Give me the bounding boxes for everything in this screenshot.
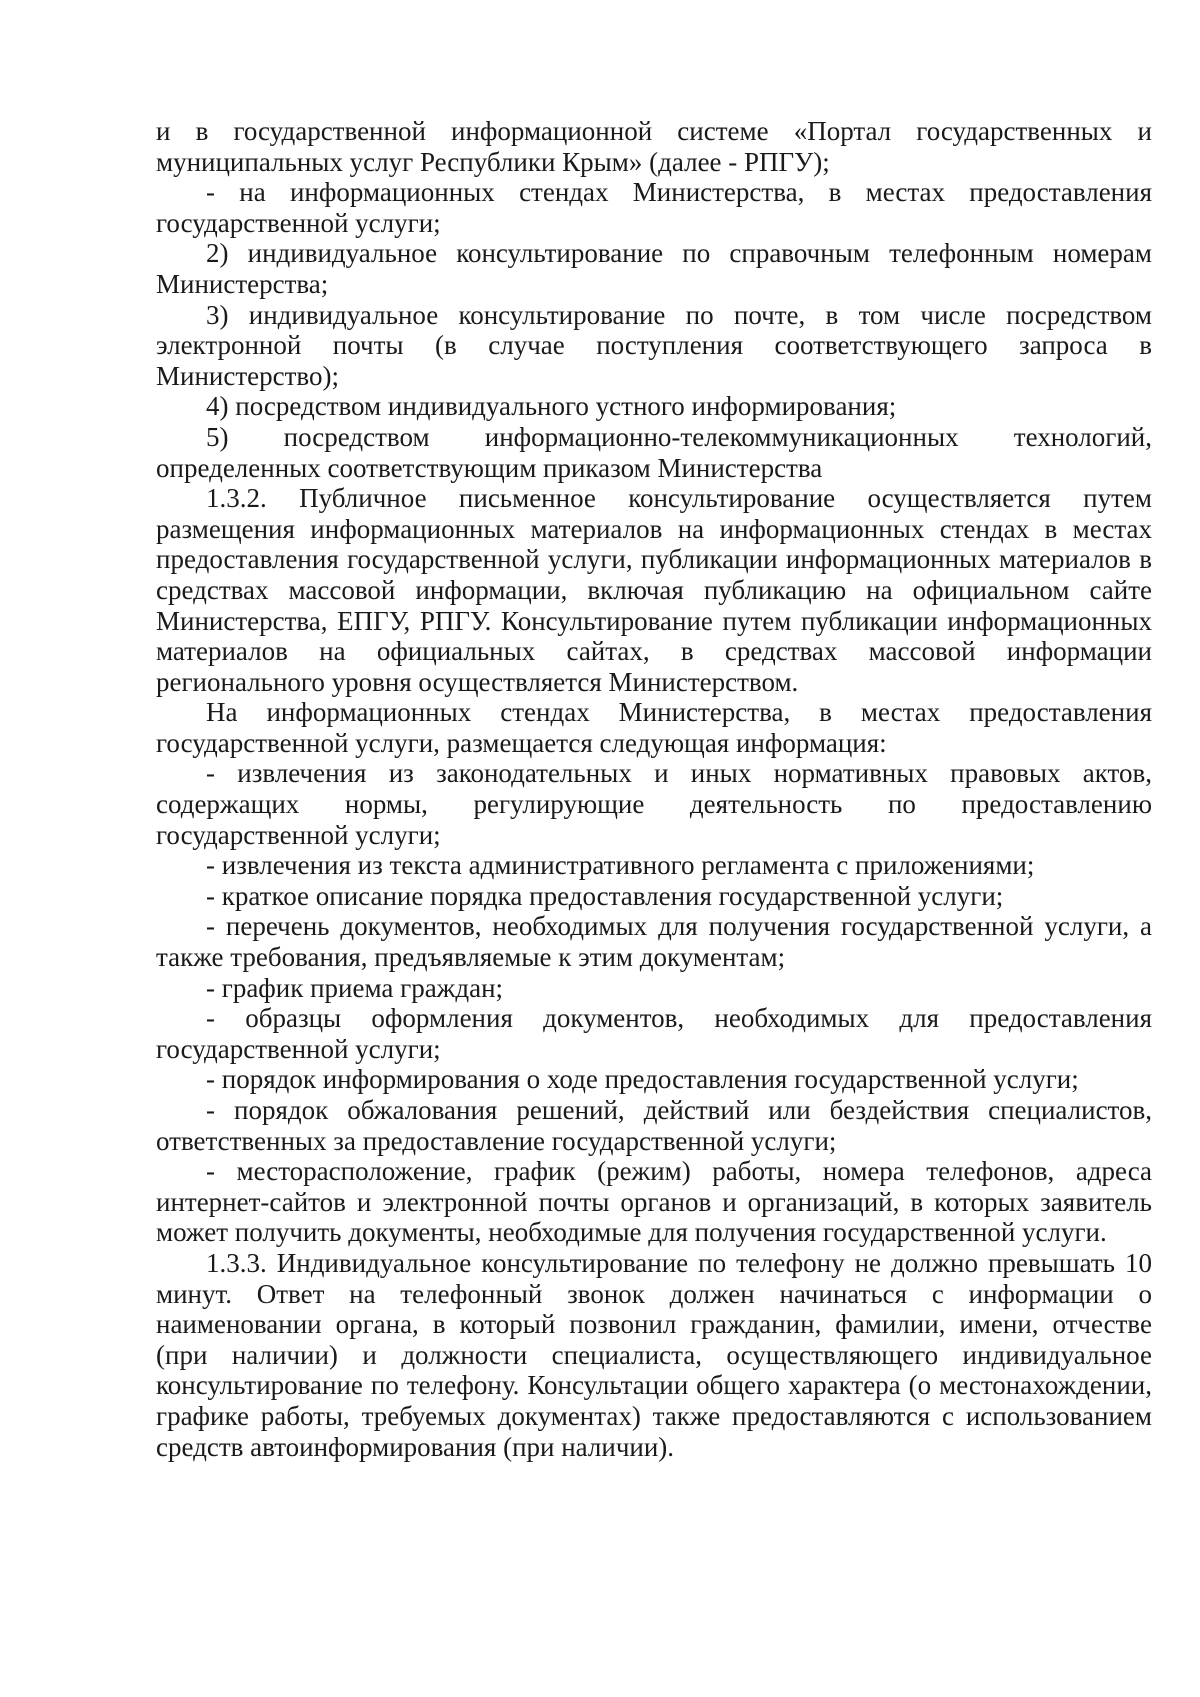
paragraph-1: и в государственной информационной системе «Портал государственных и муниципальных услуг Республики Крым» (далее - РПГУ);: [156, 116, 1152, 177]
paragraph-18: 1.3.3. Индивидуальное консультирование по телефону не должно превышать 10 минут. Ответ на телефонный звонок должен начинаться с информации о наименовании органа, в который позвонил гражданин, фамилии, имени, отчестве (при наличии) и должности специалиста, осуществляющего индивидуальное консультирование по телефону. Консультации общего характера (о местонахождении, графике работы, требуемых документах) также предоставляются с использованием средств автоинформирования (при наличии).: [156, 1247, 1152, 1462]
paragraph-6: 5) посредством информационно-телекоммуникационных технологий, определенных соответствующим приказом Министерства: [156, 421, 1152, 483]
paragraph-16: - порядок обжалования решений, действий или бездействия специалистов, ответственных за предоставление государственной услуги;: [156, 1095, 1152, 1156]
paragraph-5: 4) посредством индивидуального устного информирования;: [206, 391, 897, 422]
paragraph-17: - месторасположение, график (режим) работы, номера телефонов, адреса интернет-сайтов и электронной почты органов и организаций, в которых заявитель может получить документы, необходимые для получения государственной услуги.: [156, 1156, 1152, 1248]
paragraph-7: 1.3.2. Публичное письменное консультирование осуществляется путем размещения информационных материалов на информационных стендах в местах предоставления государственной услуги, публикации информационных материалов в средствах массовой информации, включая публикацию на официальном сайте Министерства, ЕПГУ, РПГУ. Консультирование путем публикации информационных материалов на официальных сайтах, в средствах массовой информации регионального уровня осуществляется Министерством.: [156, 483, 1152, 697]
paragraph-9: - извлечения из законодательных и иных нормативных правовых актов, содержащих нормы, регулирующие деятельность по предоставлению государственной услуги;: [156, 758, 1152, 850]
document-body: [156, 116, 1152, 1462]
paragraph-4: 3) индивидуальное консультирование по почте, в том числе посредством электронной почты (в случае поступления соответствующего запроса в Министерство);: [156, 299, 1152, 391]
paragraph-12: - перечень документов, необходимых для получения государственной услуги, а также требования, предъявляемые к этим документам;: [156, 911, 1152, 973]
paragraph-3: 2) индивидуальное консультирование по справочным телефонным номерам Министерства;: [156, 238, 1152, 299]
paragraph-8: На информационных стендах Министерства, в местах предоставления государственной услуги, размещается следующая информация:: [156, 697, 1152, 758]
paragraph-15: - порядок информирования о ходе предоставления государственной услуги;: [206, 1064, 1079, 1095]
paragraph-11: - краткое описание порядка предоставления государственной услуги;: [206, 880, 1004, 911]
paragraph-14: - образцы оформления документов, необходимых для предоставления государственной услуги;: [156, 1003, 1152, 1064]
paragraph-10: - извлечения из текста административного регламента с приложениями;: [206, 850, 1035, 881]
paragraph-2: - на информационных стендах Министерства, в местах предоставления государственной услуги;: [156, 177, 1152, 238]
paragraph-13: - график приема граждан;: [206, 972, 504, 1003]
